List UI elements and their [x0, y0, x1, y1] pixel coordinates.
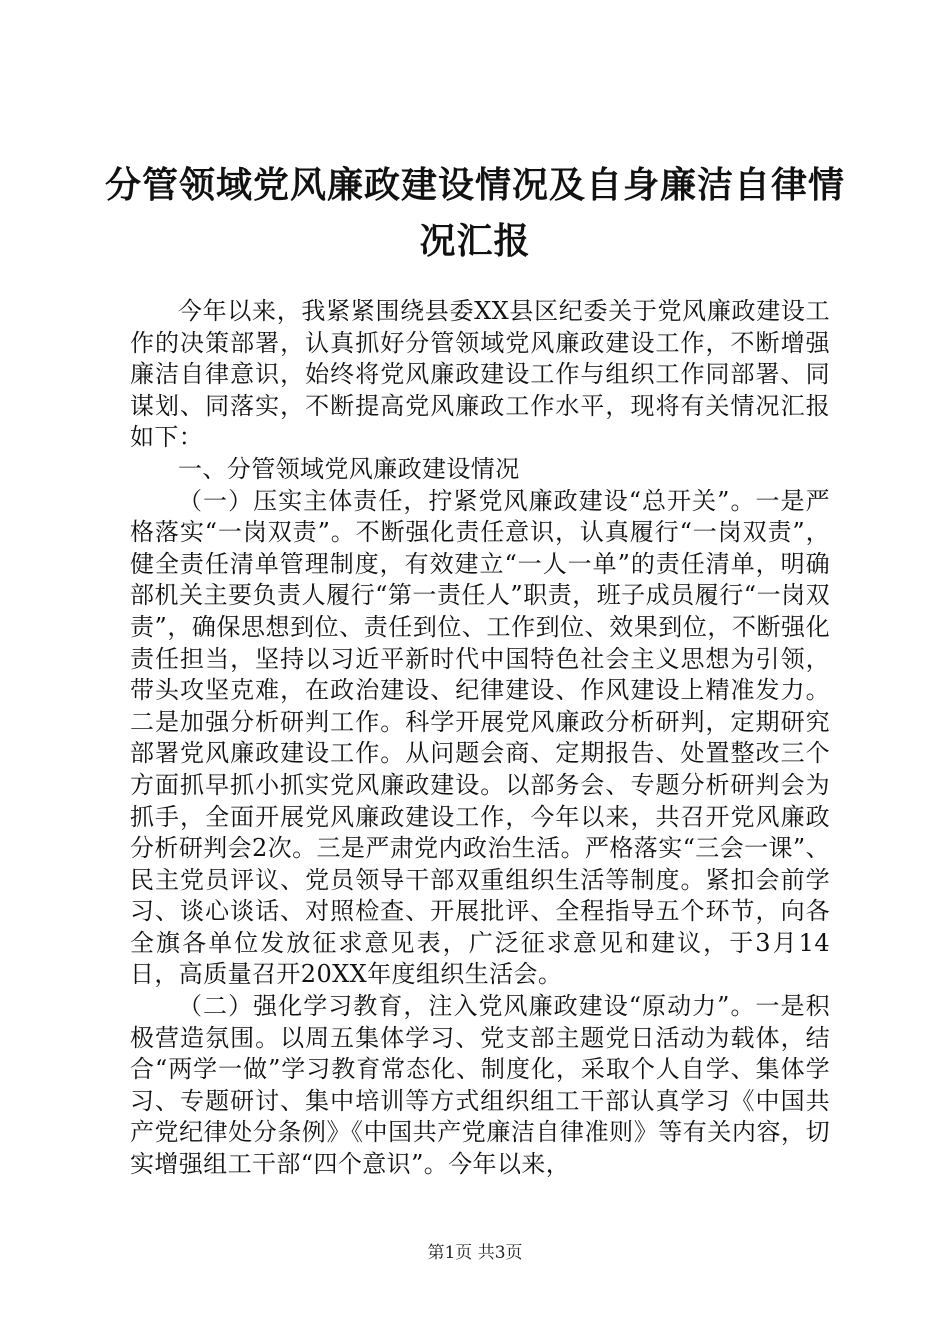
- title-line-1: 分管领域党风廉政建设情况及自身廉洁自律情: [104, 165, 845, 206]
- intro-paragraph: 今年以来，我紧紧围绕县委XX县区纪委关于党风廉政建设工作的决策部署，认真抓好分管领域党风廉政建设工作，不断增强廉洁自律意识，始终将党风廉政建设工作与组织工作同部署、同谋划、同落实，不断提高党风廉政工作水平，现将有关情况汇报如下：: [130, 297, 830, 452]
- section-heading-1: 一、分管领域党风廉政建设情况: [178, 454, 520, 483]
- document-title: [100, 158, 850, 270]
- subsection-paragraph-1: （一）压实主体责任，拧紧党风廉政建设“总开关”。一是严格落实“一岗双责”。不断强化责任意识，认真履行“一岗双责”，健全责任清单管理制度，有效建立“一人一单”的责任清单，明确部机关主要负责人履行“第一责任人”职责，班子成员履行“一岗双责”，确保思想到位、责任到位、工作到位、效果到位，不断强化责任担当，坚持以习近平新时代中国特色社会主义思想为引领，带头攻坚克难，在政治建设、纪律建设、作风建设上精准发力。二是加强分析研判工作。科学开展党风廉政分析研判，定期研究部署党风廉政建设工作。从问题会商、定期报告、处置整改三个方面抓早抓小抓实党风廉政建设。以部务会、专题分析研判会为抓手，全面开展党风廉政建设工作，今年以来，共召开党风廉政分析研判会2次。三是严肃党内政治生活。严格落实“三会一课”、民主党员评议、党员领导干部双重组织生活等制度。紧扣会前学习、谈心谈话、对照检查、开展批评、全程指导五个环节，向各全旗各单位发放征求意见表，广泛征求意见和建议，于3月14日，高质量召开20XX年度组织生活会。: [130, 486, 830, 989]
- subsection-paragraph-2: （二）强化学习教育，注入党风廉政建设“原动力”。一是积极营造氛围。以周五集体学习、党支部主题党日活动为载体，结合“两学一做”学习教育常态化、制度化，采取个人自学、集体学习、专题研讨、集中培训等方式组织组工干部认真学习《中国共产党纪律处分条例》《中国共产党廉洁自律准则》等有关内容，切实增强组工干部“四个意识”。今年以来，: [130, 992, 830, 1179]
- title-line-2: 况汇报: [419, 221, 531, 262]
- document-body: [130, 296, 830, 1181]
- page-number-footer: 第1页 共3页: [427, 1243, 523, 1263]
